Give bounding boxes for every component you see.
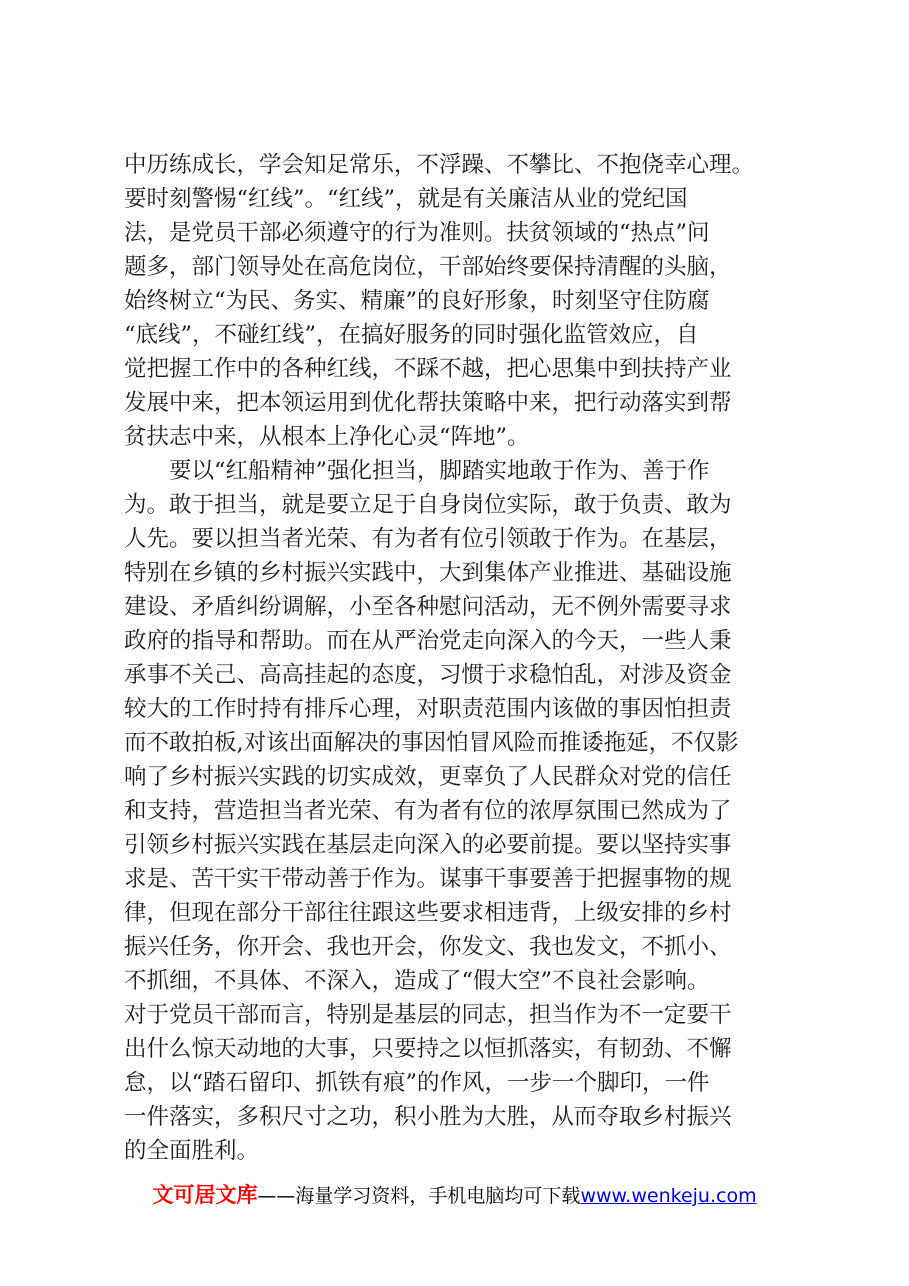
text-line: 要时刻警惕“红线”。“红线”，就是有关廉洁从业的党纪国 xyxy=(124,186,688,212)
text-line: 发展中来，把本领运用到优化帮扶策略中来，把行动落实到帮 xyxy=(124,390,732,416)
footer-brand-name: 文可居文库 xyxy=(152,1183,258,1207)
text-line: 始终树立“为民、务实、精廉”的良好形象，时刻坚守住防腐 xyxy=(124,288,710,314)
text-line: 贫扶志中来，从根本上净化心灵“阵地”。 xyxy=(124,424,530,450)
footer-tagline: ——海量学习资料，手机电脑均可下载 xyxy=(257,1185,581,1207)
text-line: 题多，部门领导处在高危岗位，干部始终要保持清醒的头脑， xyxy=(124,254,732,280)
text-line: 律，但现在部分干部往往跟这些要求相违背，上级安排的乡村 xyxy=(124,900,732,926)
text-line: 特别在乡镇的乡村振兴实践中，大到集体产业推进、基础设施 xyxy=(124,560,732,586)
text-line: 中历练成长，学会知足常乐，不浮躁、不攀比、不抱侥幸心理。 xyxy=(124,152,755,178)
text-line: 为。敢于担当，就是要立足于自身岗位实际，敢于负责、敢为 xyxy=(124,492,732,518)
text-line: 出什么惊天动地的大事，只要持之以恒抓落实，有韧劲、不懈 xyxy=(124,1036,732,1062)
text-line: 引领乡村振兴实践在基层走向深入的必要前提。要以坚持实事 xyxy=(124,832,732,858)
text-line: 求是、苦干实干带动善于作为。谋事干事要善于把握事物的规 xyxy=(124,866,732,892)
text-line: “底线”，不碰红线”，在搞好服务的同时强化监管效应，自 xyxy=(124,322,699,348)
text-line: 人先。要以担当者光荣、有为者有位引领敢于作为。在基层， xyxy=(124,526,732,552)
text-line: 不抓细，不具体、不深入，造成了“假大空”不良社会影响。 xyxy=(124,968,710,994)
text-line: 法，是党员干部必须遵守的行为准则。扶贫领域的“热点”问 xyxy=(124,220,710,246)
text-line: 怠，以“踏石留印、抓铁有痕”的作风，一步一个脚印，一件 xyxy=(124,1070,710,1096)
text-line: 的全面胜利。 xyxy=(124,1138,260,1164)
text-line: 振兴任务，你开会、我也开会，你发文、我也发文，不抓小、 xyxy=(124,934,732,960)
text-line: 政府的指导和帮助。而在从严治党走向深入的今天，一些人秉 xyxy=(124,628,732,654)
text-line: 觉把握工作中的各种红线，不踩不越，把心思集中到扶持产业 xyxy=(124,356,732,382)
text-line: 建设、矛盾纠纷调解，小至各种慰问活动，无不例外需要寻求 xyxy=(124,594,732,620)
text-line: 一件落实，多积尺寸之功，积小胜为大胜，从而夺取乡村振兴 xyxy=(124,1104,732,1130)
text-line: 而不敢拍板,对该出面解决的事因怕冒风险而推诿拖延，不仅影 xyxy=(124,730,739,756)
footer-banner xyxy=(0,1180,909,1211)
text-line: 和支持，营造担当者光荣、有为者有位的浓厚氛围已然成为了 xyxy=(124,798,732,824)
text-line: 对于党员干部而言，特别是基层的同志，担当作为不一定要干 xyxy=(124,1002,732,1028)
text-line: 响了乡村振兴实践的切实成效，更辜负了人民群众对党的信任 xyxy=(124,764,732,790)
text-line: 要以“红船精神”强化担当，脚踏实地敢于作为、善于作 xyxy=(124,458,710,484)
text-line: 承事不关己、高高挂起的态度，习惯于求稳怕乱，对涉及资金 xyxy=(124,662,732,688)
footer-website-link[interactable]: www.wenkeju.com xyxy=(580,1185,757,1207)
document-body xyxy=(124,148,824,1168)
text-line: 较大的工作时持有排斥心理，对职责范围内该做的事因怕担责 xyxy=(124,696,732,722)
